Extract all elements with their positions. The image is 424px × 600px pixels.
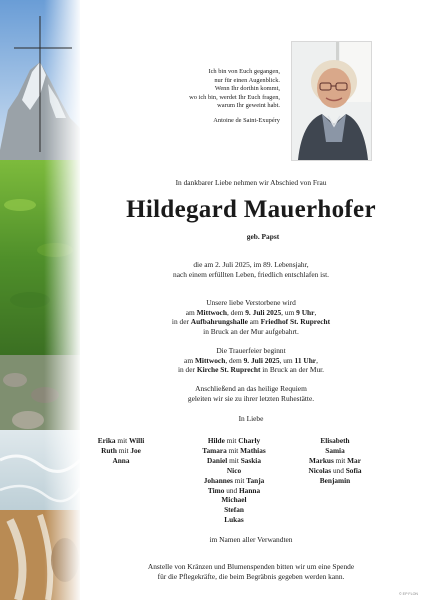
text-fragment: in der bbox=[177, 365, 197, 375]
viewing-date-line bbox=[90, 308, 412, 318]
family-column-1 bbox=[90, 436, 152, 466]
conjunction: mit bbox=[228, 445, 239, 455]
service-day: Mittwoch bbox=[194, 355, 226, 365]
text-fragment: , um bbox=[281, 307, 297, 317]
viewing-date: 9. Juli 2025 bbox=[245, 307, 282, 317]
family-name-row bbox=[90, 436, 152, 446]
text-fragment: in der bbox=[171, 317, 191, 327]
service-date: 9. Juli 2025 bbox=[243, 355, 280, 365]
conjunction: und bbox=[332, 465, 344, 475]
conjunction: mit bbox=[234, 475, 245, 485]
family-name: Saskia bbox=[240, 455, 261, 465]
family-name-row bbox=[178, 505, 290, 515]
portrait-photo bbox=[291, 41, 372, 161]
family-name-row bbox=[178, 495, 290, 505]
in-liebe-heading: In Liebe bbox=[238, 414, 264, 423]
viewing-cemetery: Friedhof St. Ruprecht bbox=[260, 317, 331, 327]
death-line: nach einem erfüllten Leben, friedlich entschlafen ist. bbox=[173, 269, 329, 279]
viewing-line: Unsere liebe Verstorbene wird bbox=[206, 298, 296, 307]
family-name: Hilde bbox=[207, 436, 225, 445]
family-name: Erika bbox=[97, 436, 116, 445]
service-line: Die Trauerfeier beginnt bbox=[216, 346, 286, 355]
family-name-row bbox=[178, 476, 290, 486]
family-name: Mar bbox=[347, 455, 361, 465]
service-date-line bbox=[90, 356, 412, 366]
family-name: Markus bbox=[309, 455, 334, 465]
service-place-line bbox=[90, 365, 412, 375]
conjunction: mit bbox=[335, 455, 346, 465]
family-name: Samia bbox=[325, 445, 345, 455]
family-name: Charly bbox=[238, 436, 261, 445]
family-name-row bbox=[290, 466, 380, 476]
family-name: Ruth bbox=[101, 445, 117, 455]
quote-line: wo ich bin, werdet Ihr Euch fragen, bbox=[189, 93, 280, 101]
memorial-quote bbox=[110, 68, 280, 126]
requiem-line: Anschließend an das heilige Requiem bbox=[195, 384, 307, 393]
maiden-name: geb. Papst bbox=[246, 232, 280, 241]
conjunction: mit bbox=[117, 436, 128, 445]
viewing-line: in Bruck an der Mur aufgebahrt. bbox=[203, 326, 299, 336]
intro-text: In dankbarer Liebe nehmen wir Abschied von Frau bbox=[175, 178, 327, 187]
viewing-place-line bbox=[90, 317, 412, 327]
text-fragment: , dem bbox=[225, 355, 244, 365]
family-name: Joe bbox=[130, 445, 141, 455]
family-name: Nico bbox=[226, 465, 242, 475]
service-place: Kirche St. Ruprecht bbox=[196, 365, 261, 375]
family-name: Anna bbox=[112, 455, 130, 465]
service-time: 11 Uhr bbox=[294, 355, 317, 365]
family-name: Nicolas bbox=[308, 465, 332, 475]
family-name: Elisabeth bbox=[320, 436, 350, 445]
family-name: Lukas bbox=[224, 515, 244, 525]
family-name-row bbox=[178, 446, 290, 456]
quote-line: nur für einen Augenblick. bbox=[214, 76, 280, 84]
text-fragment: , bbox=[316, 355, 318, 365]
family-name: Timo bbox=[207, 485, 225, 495]
text-fragment: , um bbox=[279, 355, 295, 365]
text-fragment: in Bruck an der Mur. bbox=[260, 365, 325, 375]
family-name: Johannes bbox=[203, 475, 233, 485]
text-fragment: am bbox=[247, 317, 261, 327]
text-fragment: , dem bbox=[226, 307, 246, 317]
service-info bbox=[90, 346, 412, 375]
family-column-2 bbox=[178, 436, 290, 525]
family-name-row bbox=[90, 446, 152, 456]
donation-line: Anstelle von Kränzen und Blumenspenden bitten wir um eine Spende bbox=[147, 562, 355, 571]
text-fragment: , bbox=[314, 307, 317, 317]
conjunction: mit bbox=[229, 455, 239, 465]
family-name: Willi bbox=[128, 436, 145, 445]
conjunction: und bbox=[226, 485, 238, 495]
family-name: Michael bbox=[221, 495, 247, 505]
family-name-row bbox=[178, 456, 290, 466]
death-line: die am 2. Juli 2025, im 89. Lebensjahr, bbox=[193, 260, 309, 269]
family-name-row bbox=[290, 456, 380, 466]
viewing-day: Mittwoch bbox=[196, 307, 227, 317]
family-name: Mathias bbox=[240, 445, 266, 455]
copyright-mark: © EP FLON bbox=[399, 592, 418, 596]
cross-icon bbox=[10, 14, 76, 154]
viewing-place: Aufbahrungshalle bbox=[190, 317, 248, 327]
requiem-info bbox=[90, 384, 412, 403]
family-name-row bbox=[178, 515, 290, 525]
death-info bbox=[90, 260, 412, 279]
family-name-row bbox=[178, 436, 290, 446]
quote-line: warum Ihr geweint habt. bbox=[217, 102, 280, 110]
donation-line: für die Pflegekräfte, die beim Begräbnis gegeben werden kann. bbox=[157, 571, 345, 581]
family-name-row bbox=[290, 436, 380, 446]
viewing-info bbox=[90, 298, 412, 336]
family-name: Benjamin bbox=[319, 475, 351, 485]
conjunction: mit bbox=[118, 445, 129, 455]
family-name-row bbox=[290, 476, 380, 486]
family-name-row bbox=[290, 446, 380, 456]
family-name: Sofia bbox=[345, 465, 362, 475]
quote-author: Antoine de Saint-Exupéry bbox=[213, 116, 280, 124]
family-name: Tamara bbox=[202, 445, 227, 455]
viewing-time: 9 Uhr bbox=[296, 307, 315, 317]
requiem-line: geleiten wir sie zu ihrer letzten Ruhestätte. bbox=[187, 393, 315, 403]
conjunction: mit bbox=[226, 436, 237, 445]
family-name-row bbox=[178, 486, 290, 496]
family-name-row bbox=[90, 456, 152, 466]
quote-line: Wenn Ihr dorthin kommt, bbox=[214, 85, 280, 93]
deceased-name: Hildegard Mauerhofer bbox=[126, 196, 376, 223]
quote-line: Ich bin von Euch gegangen, bbox=[208, 68, 280, 75]
family-name: Daniel bbox=[207, 455, 228, 465]
family-name-row bbox=[178, 466, 290, 476]
family-column-3 bbox=[290, 436, 380, 486]
text-fragment: am bbox=[185, 307, 197, 317]
donation-note bbox=[90, 562, 412, 581]
family-name: Hanna bbox=[239, 485, 261, 495]
relatives-line: im Namen aller Verwandten bbox=[209, 535, 293, 544]
family-name: Tanja bbox=[246, 475, 265, 485]
text-fragment: am bbox=[184, 355, 195, 365]
family-name: Stefan bbox=[224, 505, 244, 515]
